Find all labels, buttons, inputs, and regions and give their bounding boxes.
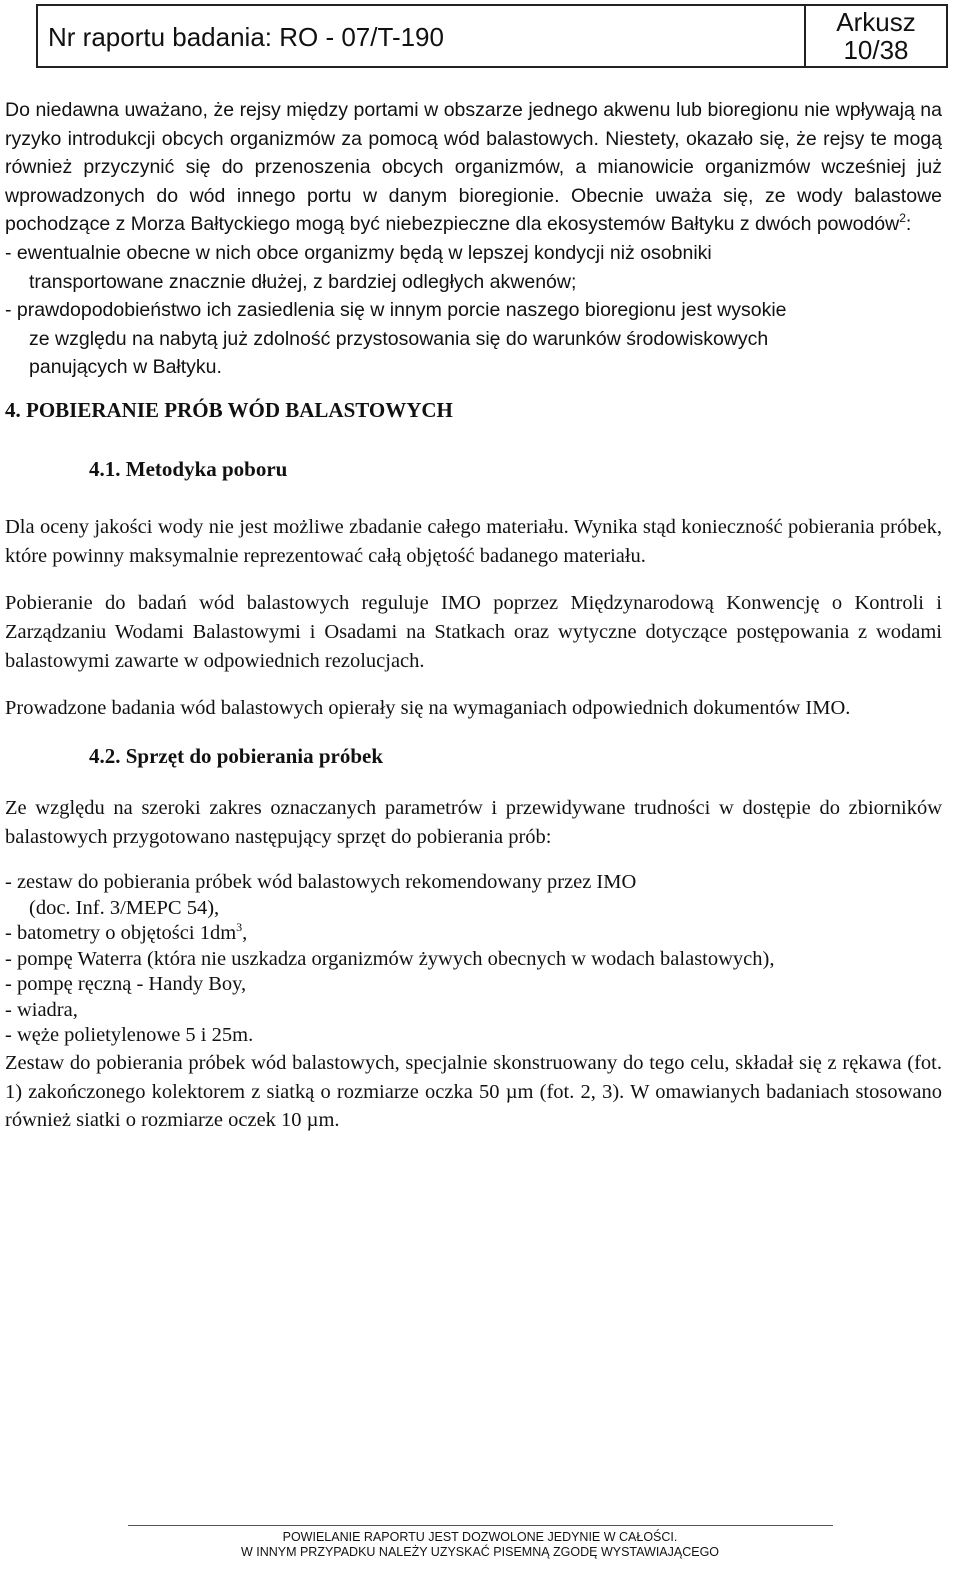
sheet-number: 10/38 xyxy=(843,35,909,65)
page-header xyxy=(36,4,948,68)
equipment-list xyxy=(5,870,942,1049)
bullet-1: - ewentualnie obecne w nich obce organizmy będą w lepszej kondycji niż osobniki transportowane znacznie dłużej, z bardziej odległych akwenów; xyxy=(5,241,712,293)
list-item: - pompę Waterra (która nie uszkadza organizmów żywych obecnych w wodach balastowych), xyxy=(5,947,775,970)
report-number: Nr raportu badania: RO - 07/T-190 xyxy=(48,22,444,52)
list-item: - zestaw do pobierania próbek wód balastowych rekomendowany przez IMO xyxy=(5,871,637,894)
paragraph-imo-convention: Pobieranie do badań wód balastowych reguluje IMO poprzez Międzynarodową Konwencję o Kontroli i Zarządzaniu Wodami Balastowymi i Osadami na Statkach oraz wytyczne dotyczące postępowania z wodami balastowymi zawarte w odpowiednich rezolucjach. xyxy=(5,592,942,672)
sheet-info xyxy=(806,8,946,64)
footnote-ref: 2 xyxy=(899,211,906,226)
paragraph-equipment-intro: Ze względu na szeroki zakres oznaczanych parametrów i przewidywane trudności w dostępie do zbiorników balastowych przygotowano następujący sprzęt do pobierania prób: xyxy=(5,797,942,848)
section-heading-4-2: 4.2. Sprzęt do pobierania próbek xyxy=(89,743,384,768)
paragraph-imo-documents: Prowadzone badania wód balastowych opierały się na wymaganiach odpowiednich dokumentów IMO. xyxy=(5,697,851,720)
paragraph-sampling-kit: Zestaw do pobierania próbek wód balastowych, specjalnie skonstruowany do tego celu, składał się z rękawa (fot. 1) zakończonego kolektorem z siatką o rozmiarze oczka 50 µm (fot. 2, 3). W omawianych badaniach stosowano również siatki o rozmiarze oczek 10 µm. xyxy=(5,1051,942,1132)
document-body xyxy=(5,96,942,1135)
footer-line-2: W INNYM PRZYPADKU NALEŻY UZYSKAĆ PISEMNĄ ZGODĘ WYSTAWIAJĄCEGO xyxy=(240,1545,720,1559)
footer-line-1: POWIELANIE RAPORTU JEST DOZWOLONE JEDYNIE W CAŁOŚCI. xyxy=(282,1530,678,1544)
footer-rule xyxy=(128,1525,833,1526)
list-item: - pompę ręczną - Handy Boy, xyxy=(5,973,247,996)
section-heading-4: 4. POBIERANIE PRÓB WÓD BALASTOWYCH xyxy=(5,397,453,422)
section-heading-4-1: 4.1. Metodyka poboru xyxy=(89,456,288,481)
sheet-label: Arkusz xyxy=(836,7,916,37)
intro-block xyxy=(5,96,942,382)
list-item: - węże polietylenowe 5 i 25m. xyxy=(5,1024,254,1047)
page-footer xyxy=(0,1525,960,1560)
list-item: - batometry o objętości $1dm^3$, xyxy=(5,920,248,945)
bullet-2: - prawdopodobieństwo ich zasiedlenia się w innym porcie naszego bioregionu jest wysokie ze względu na nabytą już zdolność przystosowania się do warunków środowiskowych panujących w Bałtyku. xyxy=(5,299,787,379)
intro-paragraph: Do niedawna uważano, że rejsy między portami w obszarze jednego akwenu lub bioregionu nie wpływają na ryzyko introdukcji obcych organizmów za pomocą wód balastowych. Niestety, okazało się, że rejsy te mogą również przyczynić się do przenoszenia obcych organizmów, a mianowicie organizmów wcześniej już wprowadzonych do wód innego portu w danym bioregionie. Obecnie uważa się, ze wody balastowe pochodzące z Morza Bałtyckiego mogą być niebezpieczne dla ekosystemów Bałtyku z dwóch powodów$^2$: xyxy=(5,99,942,236)
paragraph-sampling: Dla oceny jakości wody nie jest możliwe zbadanie całego materiału. Wynika stąd konieczność pobierania próbek, które powinny maksymalnie reprezentować całą objętość badanego materiału. xyxy=(5,516,942,567)
list-item: (doc. Inf. 3/MEPC 54), xyxy=(29,896,220,919)
list-item: - wiadra, xyxy=(5,998,78,1021)
